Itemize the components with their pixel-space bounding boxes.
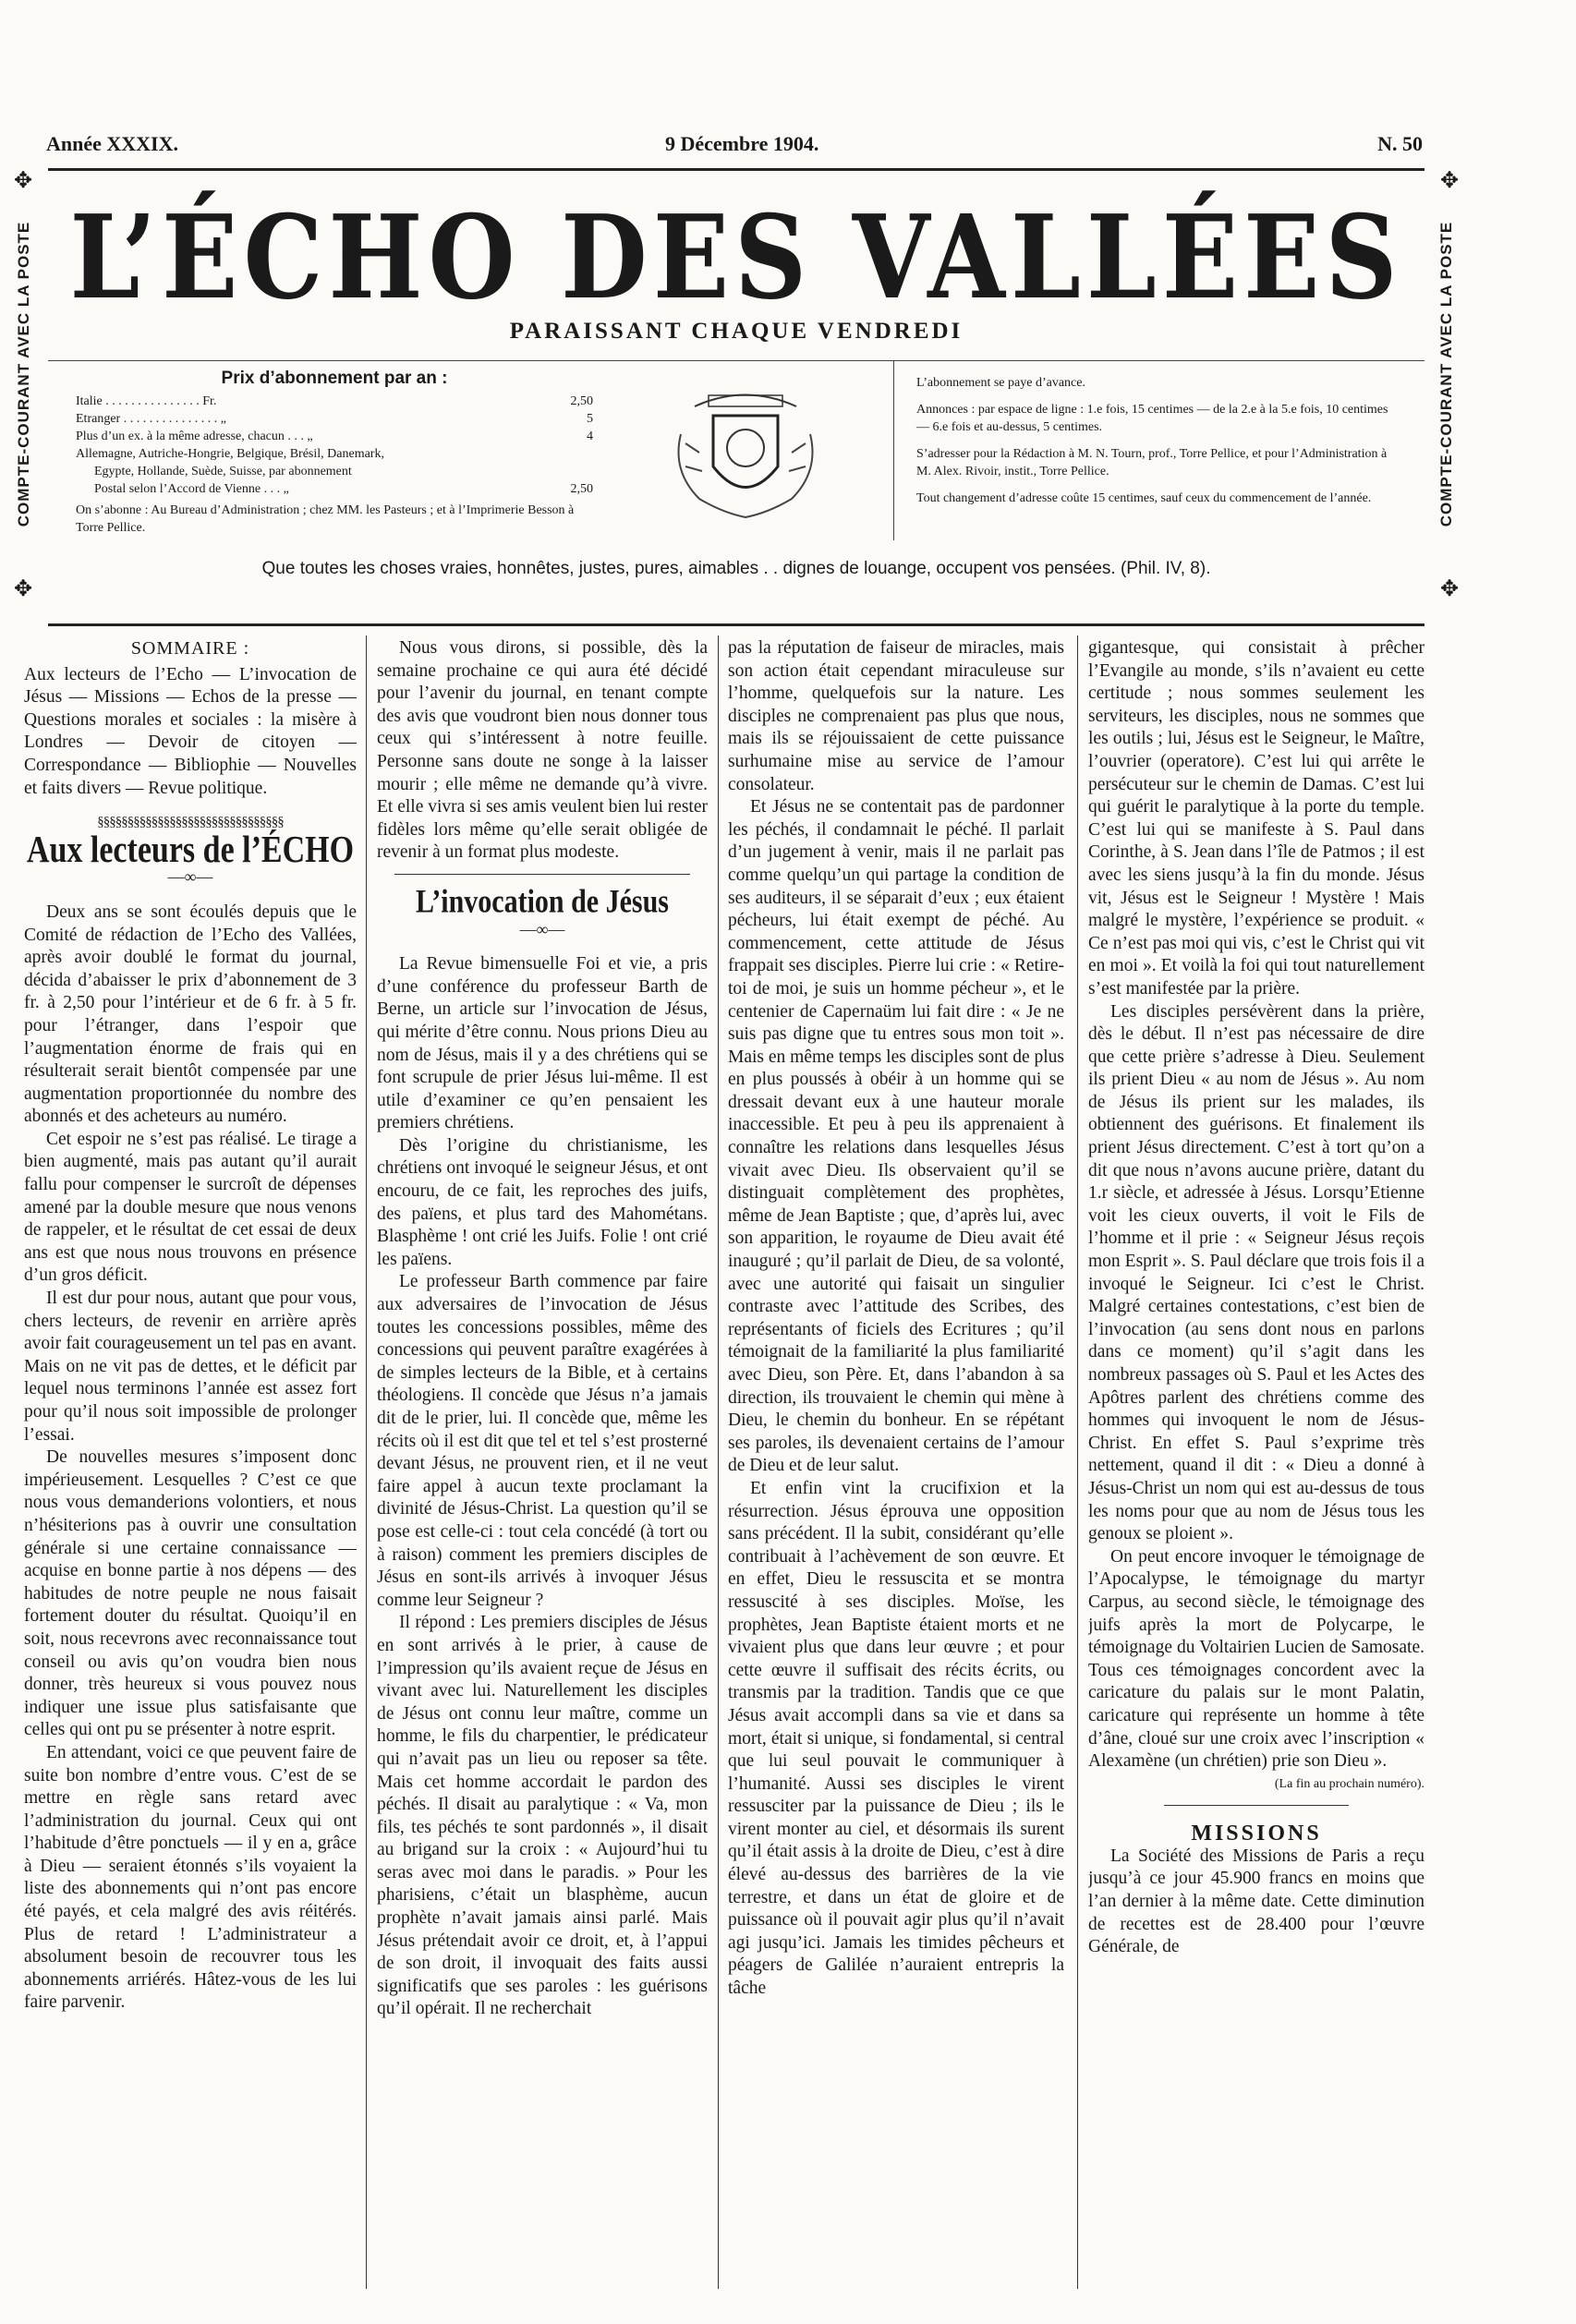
ornament-icon: ✥	[1439, 577, 1460, 601]
divider	[48, 360, 1424, 361]
paragraph: Et enfin vint la crucifixion et la résurrection. Jésus éprouva une opposition sans précédent. Il la subit, considérant qu’elle contribuait à l’achèvement de son œuvre. Et en effet, Dieu le ressuscita et se montra ressuscité à ses disciples. Moïse, les prophètes, Jean Baptiste étaient morts et ne vivaient plus que dans leur œuvre ; et pour cette œuvre il suffisait des récits écrits, ou transmis par la tradition. Tandis que ce que Jésus avait accompli dans sa vie et dans sa mort, était si unique, si fondamental, si central que lui seul pouvait le communiquer à l’humanité. Aussi ses disciples le virent ressusciter par la puissance de Dieu ; ils le virent monter au ciel, et désormais ils surent qu’il était assis à la droite de Dieu, c’est à dire élevé au-dessus des barrières de la vie terrestre, et dans un état de gloire et de puissance où il pouvait agir plus qu’il n’avait agi jusqu’ici. Jamais les timides pêcheurs et péagers de Galilée n’auraient entrepris la tâche	[728, 1478, 1064, 1999]
paragraph: Et Jésus ne se contentait pas de pardonner les péchés, il condamnait le péché. Il parlait d’un jugement à venir, mais il ne parlait pas comme quelqu’un qui partage la condition de ses auditeurs, il se séparait d’eux ; eux étaient pécheurs, lui était exempt de péché. Au commencement, cette attitude de Jésus frappait ses disciples. Pierre lui crie : « Retire-toi de moi, je suis un homme pécheur », et le centenier de Capernaüm lui fait dire : « Je ne suis pas digne que tu entres sous mon toit ». Mais en même temps les disciples sont de plus en plus poussés à obéir à un homme qui se dressait devant eux à une hauteur morale inaccessible. Et peu à peu ils apprenaient à connaître les relations dans lesquelles Jésus vivait avec Dieu. Ils observaient qu’il se distinguait complètement des prophètes, même de Jean Baptiste ; que, d’après lui, avec son apparition, le royaume de Dieu avait été inauguré ; qu’il parlait de Dieu, de sa volonté, avec une autorité qui faisait un singulier contraste avec l’attitude des Scribes, des représentants of ficiels des Ecritures ; qu’il témoignait de la familiarité la plus familiarité avec Dieu, son Père. Et, dans l’abandon à sa direction, ils trouvaient le chemin qui mène à Dieu, le chemin du bonheur. En se répétant ses paroles, ils devenaient certains de l’amour de Dieu et de leur salut.	[728, 797, 1064, 1476]
paragraph: La Société des Missions de Paris a reçu jusqu’à ce jour 45.900 francs en moins que l’an dernier à la même date. Cette diminution de recettes est de 28.400 pour l’œuvre Générale, de	[1088, 1846, 1424, 1957]
column-3	[728, 637, 1064, 2291]
column-2	[377, 637, 708, 2291]
term-text: Annonces : par espace de ligne : 1.e fois, 15 centimes — de la 2.e à la 5.e fois, 10 centimes — 6.e fois et au-dessus, 5 centimes.	[916, 403, 1388, 434]
column-divider	[1077, 635, 1078, 2289]
term-text: S’adresser pour la Rédaction à M. N. Tourn, prof., Torre Pellice, et pour l’Administration à M. Alex. Rivoir, instit., Torre Pellice.	[916, 447, 1388, 478]
article-heading: Aux lecteurs de l’ÉCHO	[26, 829, 355, 871]
ornamental-rule: §§§§§§§§§§§§§§§§§§§§§§§§§§§§§§§	[97, 815, 284, 830]
flourish-icon: —∞—	[167, 867, 213, 887]
column-divider	[366, 635, 367, 2289]
paragraph: De nouvelles mesures s’imposent donc impérieusement. Lesquelles ? C’est ce que nous vous demanderions volontiers, et nous n’hésiterions pas à ouvrir une consultation générale si une certaine connaissance — acquise en bonne partie à nos dépens — des habitudes de notre peuple ne nous faisait fortement douter du résultat. Quoiqu’il en soit, nous recevrons avec reconnaissance tout conseil ou avis qu’on voudra bien nous donner, très heureux si vous pouvez nous indiquer une issue plus satisfaisante que celles qui ont pu se présenter à notre esprit.	[24, 1447, 357, 1740]
paragraph: Nous vous dirons, si possible, dès la semaine prochaine ce qui aura été décidé pour l’avenir du journal, en tenant compte des avis que voudront bien nous donner tous ceux qui s’intéressent à notre feuille. Personne sans doute ne songe à la laisser mourir ; elle même ne demande qu’à vivre. Et elle vivra si ses amis veulent bien lui rester fidèles lors même qu’elle serait obligée de revenir à un format plus modeste.	[377, 638, 708, 863]
paragraph: Cet espoir ne s’est pas réalisé. Le tirage a bien augmenté, mais pas autant qu’il aurait fallu pour compenser le surcroît de dépenses amené par la double mesure que nous venons de rappeler, et le résultat de cet essai de deux ans est que nous nous trouvons en présence d’un gros déficit.	[24, 1129, 357, 1286]
coat-of-arms-icon	[658, 379, 833, 527]
subscription-prices	[76, 369, 593, 537]
masthead-topline	[46, 132, 1423, 160]
prices-heading: Prix d’abonnement par an :	[221, 369, 448, 388]
divider	[893, 360, 894, 540]
price-row: Etranger . . . . . . . . . . . . . . . „ 5	[76, 412, 593, 426]
price-row: Egypte, Hollande, Suède, Suisse, par abonnement	[94, 465, 352, 478]
newspaper-title: L’ÉCHO DES VALLÉES	[69, 191, 1403, 325]
term-text: L’abonnement se paye d’avance.	[916, 376, 1085, 390]
divider	[1164, 1805, 1349, 1806]
article-heading: L’invocation de Jésus	[416, 883, 669, 921]
subscription-terms	[916, 374, 1401, 516]
column-divider	[718, 635, 719, 2289]
flourish-icon: —∞—	[519, 919, 565, 938]
year-label: Année XXXIX.	[46, 132, 178, 155]
paragraph: Deux ans se sont écoulés depuis que le Comité de rédaction de l’Echo des Vallées, après avoir doublé le format du journal, décida d’abaisser le prix d’abonnement de 3 fr. à 2,50 pour l’intérieur et de 6 fr. à 5 fr. pour l’étranger, dans l’espoir que l’augmentation énorme de frais qui en résulterait serait bientôt compensée par une augmentation proportionnée du nombre des abonnés et des acheteurs au numéro.	[24, 902, 357, 1127]
ornament-icon: ✥	[1439, 169, 1460, 193]
subscribe-note: On s’abonne : Au Bureau d’Administration ; chez MM. les Pasteurs ; et à l’Imprimerie Besson à Torre Pellice.	[76, 503, 575, 535]
divider	[394, 874, 690, 875]
sommaire-title: SOMMAIRE :	[130, 638, 250, 659]
side-label-left: COMPTE-COURANT AVEC LA POSTE	[15, 221, 32, 527]
price-row: Plus d’un ex. à la même adresse, chacun . . . „ 4	[76, 430, 593, 443]
paragraph: Il répond : Les premiers disciples de Jésus en sont arrivés à le prier, à cause de l’impression qu’ils avaient reçue de Jésus en vivant avec lui. Naturellement les disciples de Jésus ont connu leur maître, comme un homme, le fils du charpentier, le prédicateur qui n’avait pas un lieu ou reposer sa tête. Mais cet homme accordait le pardon des péchés. Il disait au paralytique : « Va, mon fils, tes péchés te sont pardonnés », il disait au brigand sur la croix : « Aujourd’hui tu seras avec moi dans le paradis. » Pour les pharisiens, c’était un blasphème, aucun prophète n’avait jamais ainsi parlé. Mais Jésus prétendait avoir ce droit, et, à l’appui de son droit, il invoquait des faits aussi significatifs que ses paroles : les guérisons qu’il opérait. Il ne recherchait	[377, 1613, 708, 2019]
paragraph: On peut encore invoquer le témoignage de l’Apocalypse, le témoignage du martyr Carpus, au second siècle, le témoignage des juifs après la mort de Polycarpe, le témoignage du Voltairien Lucien de Samosate. Tous ces témoignages concordent avec la caricature du palais sur le mont Palatin, caricature qui représente un homme à tête d’âne, cloué sur une croix avec l’inscription « Alexamène (un chrétien) prie son Dieu ».	[1088, 1546, 1424, 1772]
section-heading: MISSIONS	[1191, 1822, 1322, 1846]
side-label-right: COMPTE-COURANT AVEC LA POSTE	[1437, 221, 1455, 527]
price-row: Allemagne, Autriche-Hongrie, Belgique, Brésil, Danemark,	[76, 447, 384, 461]
issue-number: N. 50	[1377, 132, 1423, 155]
ornament-icon: ✥	[13, 577, 33, 601]
ornament-icon: ✥	[13, 169, 33, 193]
sommaire-text: Aux lecteurs de l’Echo — L’invocation de Jésus — Missions — Echos de la presse — Questions morales et sociales : la misère à Londres — Devoir de citoyen — Correspondance — Bibliophie — Nouvelles et faits divers — Revue politique.	[24, 664, 357, 798]
column-1	[24, 637, 357, 2291]
newspaper-subtitle: PARAISSANT CHAQUE VENDREDI	[509, 319, 964, 344]
motto: Que toutes les choses vraies, honnêtes, justes, pures, aimables . . dignes de louange, occupent vos pensées. (Phil. IV, 8).	[261, 559, 1211, 578]
price-row: Italie . . . . . . . . . . . . . . . Fr. 2,50	[76, 394, 593, 408]
issue-date: 9 Décembre 1904.	[665, 132, 819, 155]
paragraph: gigantesque, qui consistait à prêcher l’Evangile au monde, s’ils n’avaient eu cette certitude ; nous sommes seulement les serviteurs, les disciples, nous ne sommes que les outils ; lui, Jésus est le Seigneur, le Maître, l’ouvrier (operatore). C’est lui qui arrête le persécuteur sur le chemin de Damas. C’est lui qui guérit le paralytique à la porte du temple. C’est lui qui se manifeste à S. Paul dans Corinthe, à S. Jean dans l’île de Patmos ; il est avec les siens jusqu’à la fin du monde. Jésus vit, Jésus est le Seigneur ! Mystère ! Mais malgré le mystère, l’expérience se produit. « Ce n’est pas moi qui vis, c’est le Christ qui vit en moi ». Et voilà la foi qui tout naturellement s’est manifestée par la prière.	[1088, 638, 1424, 999]
term-text: Tout changement d’adresse coûte 15 centimes, sauf ceux du commencement de l’année.	[916, 491, 1372, 505]
paragraph: En attendant, voici ce que peuvent faire de suite bon nombre d’entre vous. C’est de se mettre en règle sans retard avec l’administration du journal. Ceux qui ont l’habitude d’être ponctuels — il y en a, grâce à Dieu — seraient étonnés s’ils voyaient la liste des abonnements qui n’ont pas encore été payés, et cela malgré des avis réitérés. Plus de retard ! L’administrateur a absolument besoin de recouvrer tous les abonnements arriérés. Hâtez-vous de les lui faire parvenir.	[24, 1742, 357, 2013]
paragraph: Il est dur pour nous, autant que pour vous, chers lecteurs, de revenir en arrière après avoir fait courageusement un tel pas en avant. Mais on ne vit pas de dettes, et le déficit par lequel nous terminons l’année est assez fort pour qu’il nous soit impossible de prolonger l’essai.	[24, 1289, 357, 1445]
paragraph: La Revue bimensuelle Foi et vie, a pris d’une conférence du professeur Barth de Berne, un article sur l’invocation de Jésus, qui mérite d’être connu. Nous prions Dieu au nom de Jésus, mais il y a des chrétiens qui se font scrupule de prier Jésus lui-même. Il est utile d’examiner ce qu’en pensaient les premiers chrétiens.	[377, 954, 708, 1133]
column-4	[1088, 637, 1424, 2291]
masthead	[13, 168, 1460, 626]
paragraph: Dès l’origine du christianisme, les chrétiens ont invoqué le seigneur Jésus, et ont encouru, de ce fait, les reproches des juifs, des païens, et plus tard des Mahométans. Blasphème ! ont crié les Juifs. Folie ! ont crié les païens.	[377, 1135, 708, 1269]
continued-note: (La fin au prochain numéro).	[1274, 1776, 1424, 1791]
price-row: Postal selon l’Accord de Vienne . . . „ 2,50	[94, 482, 593, 496]
paragraph: pas la réputation de faiseur de miracles, mais son action était cependant miraculeuse sur l’homme, quelquefois sur la nature. Les disciples ne comprenaient pas plus que nous, mais ils se réjouissaient de cette puissance surhumaine mise au service de l’amour consolateur.	[728, 638, 1064, 794]
paragraph: Le professeur Barth commence par faire aux adversaires de l’invocation de Jésus toutes les concessions possibles, même des concessions qui peuvent paraître exagérées à de simples lecteurs de la Bible, et à certains théologiens. Il concède que Jésus n’a jamais dit de le prier, lui. Il concède que, même les récits où il est dit que tel et tel s’est prosterné devant Jésus, ne prouvent rien, et il ne veut faire appel à aucun texte proclamant la divinité de Jésus-Christ. La question qu’il se pose est celle-ci : tout cela concédé (à tort ou à raison) comment les premiers disciples de Jésus en sont-ils arrivés à invoquer Jésus comme leur Seigneur ?	[377, 1272, 708, 1610]
paragraph: Les disciples persévèrent dans la prière, dès le début. Il n’est pas nécessaire de dire que cette prière s’adresse à Dieu. Seulement ils prient Dieu « au nom de Jésus ». Au nom de Jésus ils prient sur les malades, ils obtiennent des guérisons. Et finalement ils prient Jésus directement. C’est à tort qu’on a dit que nous n’avons aucune prière, datant du 1.r siècle, et adressée à Jésus. Lorsqu’Etienne voit les cieux ouverts, il voit le Fils de l’homme et il prie : « Seigneur Jésus reçois mon Esprit ». S. Paul déclare que trois fois il a invoqué le Seigneur. Ici c’est le Christ. Malgré certaines contestations, c’est bien de l’invocation (au sens dont nous en parlons dans ce moment) qu’il s’agit dans les nombreux passages où S. Paul et les Actes des Apôtres parlent des chrétiens comme des hommes qui invoquent le nom de Jésus-Christ. En effet S. Paul s’exprime très nettement, quand il dit : « Dieu a donné à Jésus-Christ un nom qui est au-dessus de tous les noms pour que au nom de Jésus tous les genoux se ploient ».	[1088, 1001, 1424, 1544]
